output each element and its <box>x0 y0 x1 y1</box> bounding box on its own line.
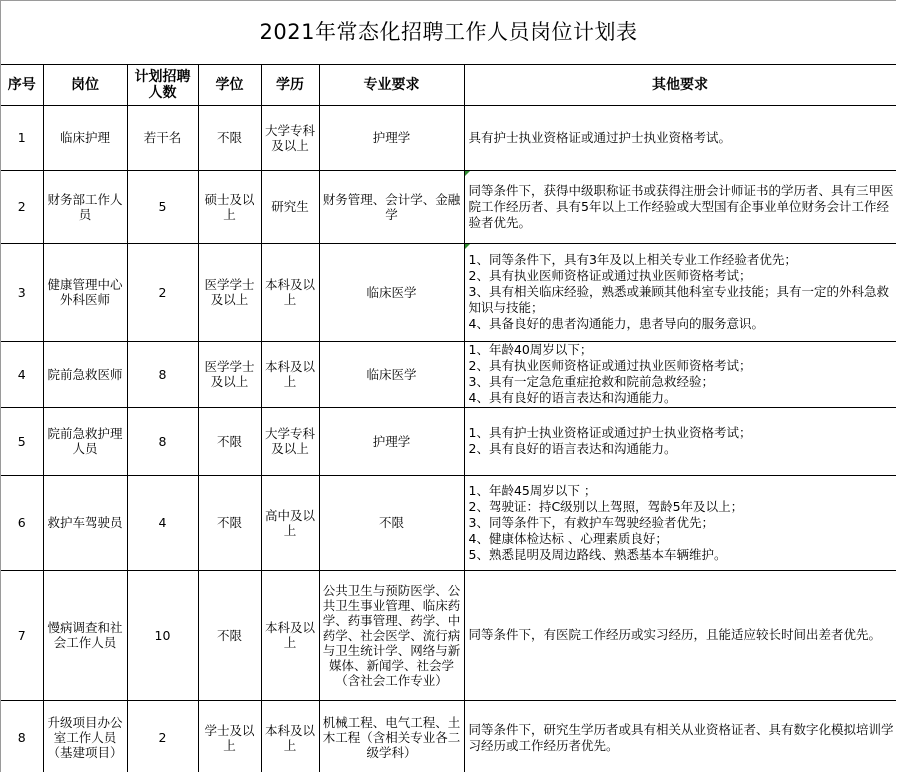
table-row <box>1 170 896 243</box>
cell-no: 8 <box>1 700 43 772</box>
cell-degree: 不限 <box>198 105 261 170</box>
table-row <box>1 570 896 700</box>
cell-degree: 医学学士及以上 <box>198 341 261 407</box>
cell-other: 同等条件下，研究生学历者或具有相关从业资格证者、具有数字化模拟培训学习经历或工作经历者优先。 <box>464 700 896 772</box>
cell-other: 同等条件下，获得中级职称证书或获得注册会计师证书的学历者、具有三甲医院工作经历者、具有5年以上工作经验或大型国有企事业单位财务会计工作经验者优先。 <box>464 170 896 243</box>
job-plan-table <box>1 65 896 772</box>
cell-degree: 不限 <box>198 475 261 570</box>
cell-no: 6 <box>1 475 43 570</box>
cell-education: 本科及以上 <box>261 243 319 341</box>
cell-other: 1、具有护士执业资格证或通过护士执业资格考试； 2、具有良好的语言表达和沟通能力。 <box>464 407 896 475</box>
cell-education: 本科及以上 <box>261 341 319 407</box>
cell-post: 慢病调查和社会工作人员 <box>43 570 127 700</box>
cell-major: 护理学 <box>319 407 464 475</box>
table-row <box>1 243 896 341</box>
cell-count: 8 <box>127 407 198 475</box>
cell-other: 同等条件下，有医院工作经历或实习经历，且能适应较长时间出差者优先。 <box>464 570 896 700</box>
cell-count: 4 <box>127 475 198 570</box>
cell-major: 公共卫生与预防医学、公共卫生事业管理、临床药学、药事管理、药学、中药学、社会医学、流行病与卫生统计学、网络与新媒体、新闻学、社会学（含社会工作专业） <box>319 570 464 700</box>
table-row <box>1 105 896 170</box>
cell-major: 财务管理、会计学、金融学 <box>319 170 464 243</box>
col-header-degree: 学位 <box>198 65 261 105</box>
cell-other: 1、年龄45周岁以下 ； 2、驾驶证：持C级别以上驾照，驾龄5年及以上； 3、同等条件下，有救护车驾驶经验者优先； 4、健康体检达标 、心理素质良好； 5、熟悉昆明及周边路线、熟悉基本车辆维护。 <box>464 475 896 570</box>
cell-major: 机械工程、电气工程、土木工程（含相关专业各二级学科） <box>319 700 464 772</box>
cell-post: 临床护理 <box>43 105 127 170</box>
col-header-no: 序号 <box>1 65 43 105</box>
col-header-major: 专业要求 <box>319 65 464 105</box>
table-row <box>1 341 896 407</box>
cell-post: 救护车驾驶员 <box>43 475 127 570</box>
col-header-other: 其他要求 <box>464 65 896 105</box>
table-row <box>1 700 896 772</box>
cell-count: 若干名 <box>127 105 198 170</box>
cell-major: 护理学 <box>319 105 464 170</box>
cell-no: 2 <box>1 170 43 243</box>
cell-count: 5 <box>127 170 198 243</box>
cell-post: 健康管理中心外科医师 <box>43 243 127 341</box>
cell-degree: 不限 <box>198 407 261 475</box>
cell-degree: 硕士及以上 <box>198 170 261 243</box>
cell-education: 本科及以上 <box>261 700 319 772</box>
col-header-post: 岗位 <box>43 65 127 105</box>
cell-education: 高中及以上 <box>261 475 319 570</box>
cell-no: 3 <box>1 243 43 341</box>
cell-other: 1、年龄40周岁以下； 2、具有执业医师资格证或通过执业医师资格考试； 3、具有一定急危重症抢救和院前急救经验； 4、具有良好的语言表达和沟通能力。 <box>464 341 896 407</box>
col-header-edu: 学历 <box>261 65 319 105</box>
page-title: 2021年常态化招聘工作人员岗位计划表 <box>1 1 896 65</box>
cell-no: 1 <box>1 105 43 170</box>
cell-major: 临床医学 <box>319 243 464 341</box>
cell-count: 2 <box>127 700 198 772</box>
cell-count: 10 <box>127 570 198 700</box>
cell-degree: 学士及以上 <box>198 700 261 772</box>
header-row <box>1 65 896 105</box>
cell-other: 具有护士执业资格证或通过护士执业资格考试。 <box>464 105 896 170</box>
table-row <box>1 475 896 570</box>
cell-post: 财务部工作人员 <box>43 170 127 243</box>
cell-education: 本科及以上 <box>261 570 319 700</box>
cell-education: 大学专科及以上 <box>261 105 319 170</box>
cell-no: 7 <box>1 570 43 700</box>
table-row <box>1 407 896 475</box>
cell-post: 院前急救护理人员 <box>43 407 127 475</box>
cell-count: 2 <box>127 243 198 341</box>
cell-education: 研究生 <box>261 170 319 243</box>
col-header-count: 计划招聘人数 <box>127 65 198 105</box>
cell-degree: 医学学士及以上 <box>198 243 261 341</box>
cell-post: 院前急救医师 <box>43 341 127 407</box>
cell-major: 不限 <box>319 475 464 570</box>
cell-count: 8 <box>127 341 198 407</box>
cell-degree: 不限 <box>198 570 261 700</box>
cell-education: 大学专科及以上 <box>261 407 319 475</box>
cell-no: 5 <box>1 407 43 475</box>
cell-post: 升级项目办公室工作人员（基建项目） <box>43 700 127 772</box>
cell-no: 4 <box>1 341 43 407</box>
cell-major: 临床医学 <box>319 341 464 407</box>
cell-other: 1、同等条件下，具有3年及以上相关专业工作经验者优先； 2、具有执业医师资格证或通过执业医师资格考试； 3、具有相关临床经验，熟悉或兼顾其他科室专业技能；具有一定的外科急救知识与技能； 4、具备良好的患者沟通能力，患者导向的服务意识。 <box>464 243 896 341</box>
